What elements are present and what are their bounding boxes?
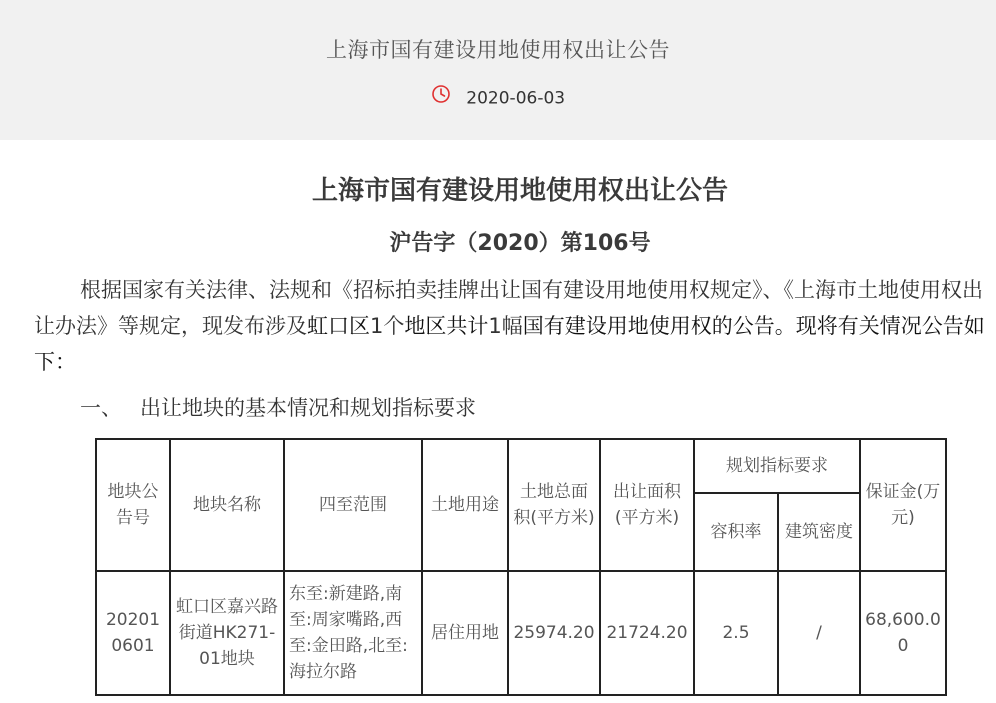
cell-total-area: 25974.20 xyxy=(508,571,600,695)
header-plot-no: 地块公告号 xyxy=(96,439,170,571)
cell-land-use: 居住用地 xyxy=(422,571,508,695)
date-text: 2020-06-03 xyxy=(466,88,566,109)
header-planning-group: 规划指标要求 xyxy=(694,439,860,493)
header-transfer-area: 出让面积(平方米) xyxy=(600,439,694,571)
paragraph-text: 1幅 xyxy=(488,314,523,338)
section-title: 出让地块的基本情况和规划指标要求 xyxy=(140,396,476,420)
header-far: 容积率 xyxy=(694,493,778,571)
header-plot-name: 地块名称 xyxy=(170,439,284,571)
cell-plot-name: 虹口区嘉兴路街道HK271-01地块 xyxy=(170,571,284,695)
article-header xyxy=(0,0,996,140)
cell-transfer-area: 21724.20 xyxy=(600,571,694,695)
cell-deposit: 68,600.00 xyxy=(860,571,946,695)
clock-icon xyxy=(431,84,451,109)
table-row xyxy=(96,571,946,695)
header-density: 建筑密度 xyxy=(778,493,860,571)
cell-density: / xyxy=(778,571,860,695)
header-deposit: 保证金(万元) xyxy=(860,439,946,571)
header-total-area: 土地总面积(平方米) xyxy=(508,439,600,571)
paragraph-text: 1个 xyxy=(370,314,405,338)
section-number: 一、 xyxy=(80,396,122,420)
paragraph-text: 国有建设用地使用权的公告。现将有关情况公告如下： xyxy=(34,314,985,374)
cell-far: 2.5 xyxy=(694,571,778,695)
document-number: 沪告字（2020）第106号 xyxy=(389,231,651,256)
header-land-use: 土地用途 xyxy=(422,439,508,571)
plot-table xyxy=(95,438,947,696)
header-boundary: 四至范围 xyxy=(284,439,422,571)
paragraph-text: 地区共计 xyxy=(404,314,489,338)
district-name: 虹口区 xyxy=(307,314,370,338)
paragraph-text: 根据国家有关法律、法规和《招标拍卖挂牌出让国有建设用地使用权规定》、《上海市土地使用权出让办法》等规定，现发布涉及 xyxy=(34,278,983,338)
section-heading xyxy=(80,392,476,422)
header-title: 上海市国有建设用地使用权出让公告 xyxy=(326,38,670,62)
publish-date xyxy=(0,86,996,111)
intro-paragraph xyxy=(34,272,994,380)
document-title: 上海市国有建设用地使用权出让公告 xyxy=(311,176,728,206)
cell-plot-no: 202010601 xyxy=(96,571,170,695)
cell-boundary: 东至:新建路,南至:周家嘴路,西至:金田路,北至:海拉尔路 xyxy=(284,571,422,695)
